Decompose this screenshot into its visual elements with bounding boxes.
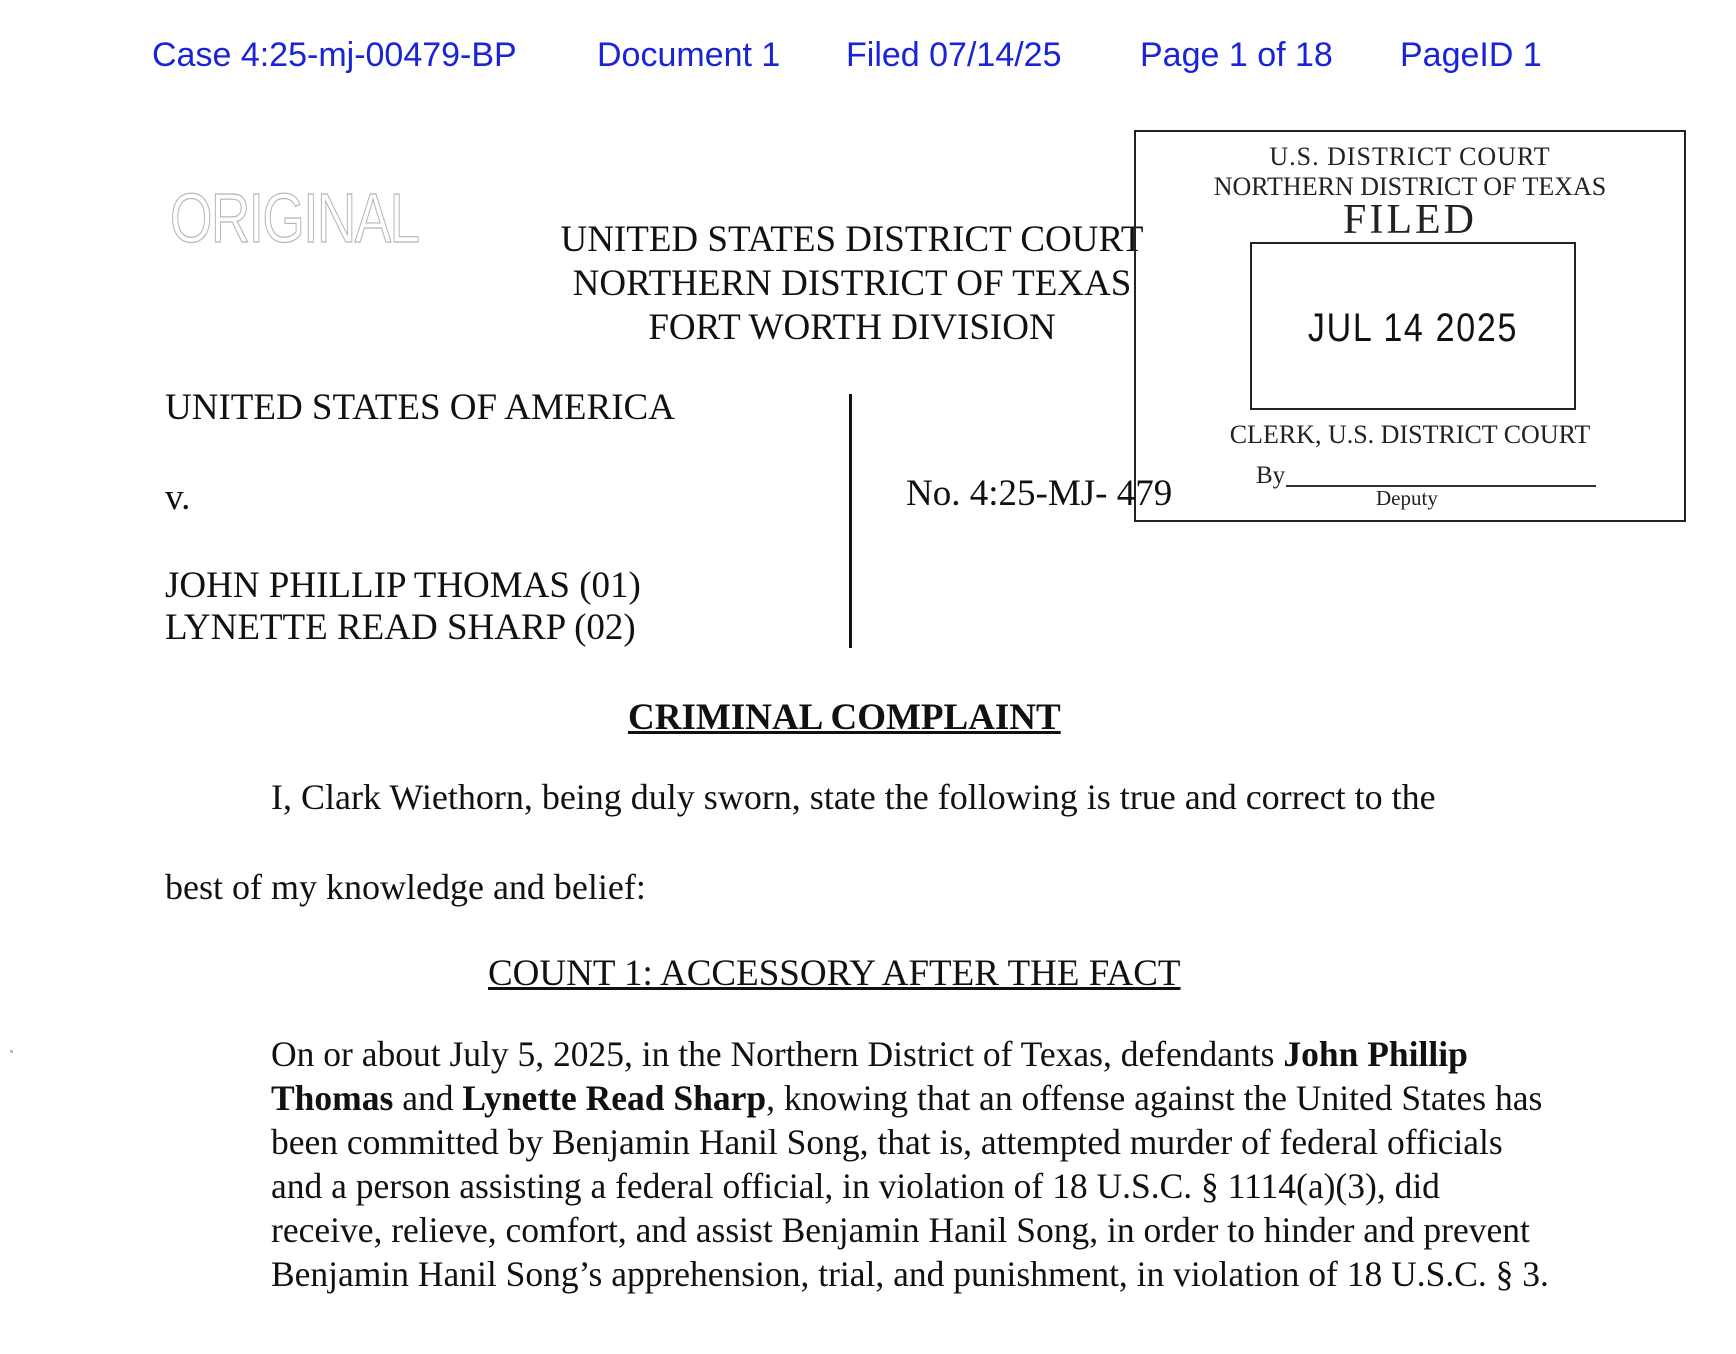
defendant-1: JOHN PHILLIP THOMAS (01)	[165, 565, 641, 606]
margin-mark	[10, 1050, 13, 1053]
filed-stamp-label: FILED	[1343, 197, 1477, 243]
court-name: UNITED STATES DISTRICT COURT	[560, 219, 1144, 260]
filed-stamp-clerk: CLERK, U.S. DISTRICT COURT	[1229, 420, 1591, 449]
count-1-heading: COUNT 1: ACCESSORY AFTER THE FACT	[488, 953, 1181, 994]
filed-stamp-district: NORTHERN DISTRICT OF TEXAS	[1213, 172, 1607, 201]
count-1-defendant-2: Lynette Read Sharp	[462, 1078, 767, 1118]
count-1-body	[271, 1032, 1551, 1296]
count-1-defendant-1: John Phillip Thomas	[271, 1034, 1468, 1118]
ecf-case-number: Case 4:25-mj-00479-BP	[152, 36, 517, 74]
original-stamp: ORIGINAL	[170, 179, 419, 257]
filed-stamp-court: U.S. DISTRICT COURT	[1269, 142, 1551, 171]
versus: v.	[165, 477, 191, 518]
count-1-text-c: , knowing that an offense against the United States has been committed by Benjamin Hanil Song, that is, attempted murder of federal officials and a person assisting a federal official, in violation of 18 U.S.C. § 1114(a)(3), did receive, relieve, comfort, and assist Benjamin Hanil Song, in order to hinder and prevent Benjamin Hanil Song’s apprehension, trial, and punishment, in violation of 18 U.S.C. § 3.	[271, 1078, 1549, 1294]
defendant-2: LYNETTE READ SHARP (02)	[165, 607, 636, 648]
filed-stamp-deputy: Deputy	[1376, 486, 1438, 510]
ecf-document-number: Document 1	[597, 36, 781, 74]
intro-line-2: best of my knowledge and belief:	[165, 867, 646, 907]
intro-line-1: I, Clark Wiethorn, being duly sworn, state the following is true and correct to the	[271, 777, 1436, 817]
document-title: CRIMINAL COMPLAINT	[628, 697, 1061, 738]
filed-stamp-date: JUL 14 2025	[1307, 306, 1519, 350]
filed-stamp-signature-line	[1286, 485, 1596, 487]
count-1-text-a: On or about July 5, 2025, in the Northern District of Texas, defendants	[271, 1034, 1284, 1074]
caption-divider	[849, 394, 852, 648]
count-1-text-b: and	[393, 1078, 463, 1118]
case-number: No. 4:25-MJ- 479	[906, 473, 1173, 514]
filed-stamp	[1134, 130, 1686, 522]
court-division: FORT WORTH DIVISION	[648, 307, 1056, 348]
ecf-page-count: Page 1 of 18	[1140, 36, 1333, 74]
filed-stamp-date-box	[1250, 242, 1576, 410]
plaintiff-name: UNITED STATES OF AMERICA	[165, 387, 675, 428]
filed-stamp-by: By	[1256, 462, 1286, 489]
court-district: NORTHERN DISTRICT OF TEXAS	[572, 263, 1132, 304]
ecf-filed-date: Filed 07/14/25	[846, 36, 1062, 74]
ecf-page-id: PageID 1	[1400, 36, 1542, 74]
